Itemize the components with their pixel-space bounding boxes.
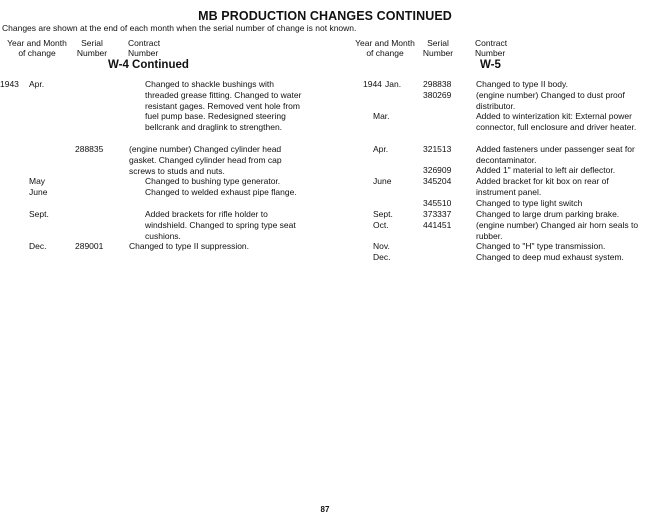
serial-number: 345204 [423,176,452,186]
header-year-month-line1: Year and Month [355,38,415,48]
page-title: MB PRODUCTION CHANGES CONTINUED [198,9,452,23]
month-label: June [29,187,48,197]
header-serial-line1: Serial [81,38,103,48]
serial-number: 380269 [423,90,452,100]
serial-number: 298838 [423,79,452,89]
serial-number: 441451 [423,220,452,230]
serial-number: 321513 [423,144,452,154]
month-label: Jan. [385,79,402,89]
page-number: 87 [320,505,330,514]
month-label: June [373,176,392,186]
month-label: Sept. [29,209,49,219]
change-description: Added brackets for rifle holder to windshield. Changed to spring type seat cushions. [145,209,296,241]
change-description: Added 1" material to left air deflector. [476,165,616,175]
change-description: Changed to "H" type transmission. [476,241,606,251]
month-label: May [29,176,46,186]
month-label: Apr. [29,79,45,89]
serial-number: 288835 [75,144,104,154]
header-serial-left [72,38,112,58]
serial-number: 345510 [423,198,452,208]
change-description: Changed to deep mud exhaust system. [476,252,624,262]
section-heading-left: W-4 Continued [108,59,189,71]
header-contract-left [128,38,160,58]
change-description: Changed to large drum parking brake. [476,209,620,219]
change-description: Changed to type II body. [476,79,568,89]
page-subtitle: Changes are shown at the end of each month when the serial number of change is not known. [2,23,357,33]
header-contract-line2: Number [128,48,159,58]
month-label: Mar. [373,111,390,121]
header-serial-line2: Number [76,48,108,58]
change-description: Added bracket for kit box on rear of instrument panel. [476,176,609,197]
header-contract-right [475,38,507,58]
change-description: (engine number) Changed air horn seals to rubber. [476,220,639,241]
year-label: 1944 [363,79,382,89]
month-label: Sept. [373,209,393,219]
header-contract-line1: Contract [475,38,508,48]
header-year-month-right [350,38,420,58]
month-label: Oct. [373,220,389,230]
change-description: Changed to bushing type generator. [145,176,281,186]
serial-number: 373337 [423,209,452,219]
change-description: Changed to type light switch [476,198,583,208]
change-description: (engine number) Changed cylinder head gasket. Changed cylinder head from cap screws to studs and nuts. [129,144,282,176]
change-description: Added to winterization kit: External power connector, full enclosure and driver heater. [476,111,637,132]
header-contract-line2: Number [475,48,506,58]
year-label: 1943 [0,79,19,89]
header-serial-line2: Number [422,48,454,58]
serial-number: 326909 [423,165,452,175]
header-serial-line1: Serial [427,38,449,48]
serial-number: 289001 [75,241,104,251]
header-year-month-line2: of change [18,48,56,58]
change-description: (engine number) Changed to dust proof distributor. [476,90,625,111]
month-label: Nov. [373,241,390,251]
header-serial-right [418,38,458,58]
header-year-month-line2: of change [366,48,404,58]
header-year-month-line1: Year and Month [7,38,67,48]
change-description: Changed to shackle bushings with threaded grease fitting. Changed to water resistant gages. Removed vent hole from fuel pump base. Redesigned steering bellcrank and draglink to strengthen. [145,79,302,133]
month-label: Dec. [29,241,47,251]
change-description: Changed to welded exhaust pipe flange. [145,187,297,197]
header-year-month-left [2,38,72,58]
section-heading-right: W-5 [480,59,501,71]
month-label: Apr. [373,144,389,154]
month-label: Dec. [373,252,391,262]
change-description: Changed to type II suppression. [129,241,250,251]
change-description: Added fasteners under passenger seat for decontaminator. [476,144,635,165]
header-contract-line1: Contract [128,38,161,48]
